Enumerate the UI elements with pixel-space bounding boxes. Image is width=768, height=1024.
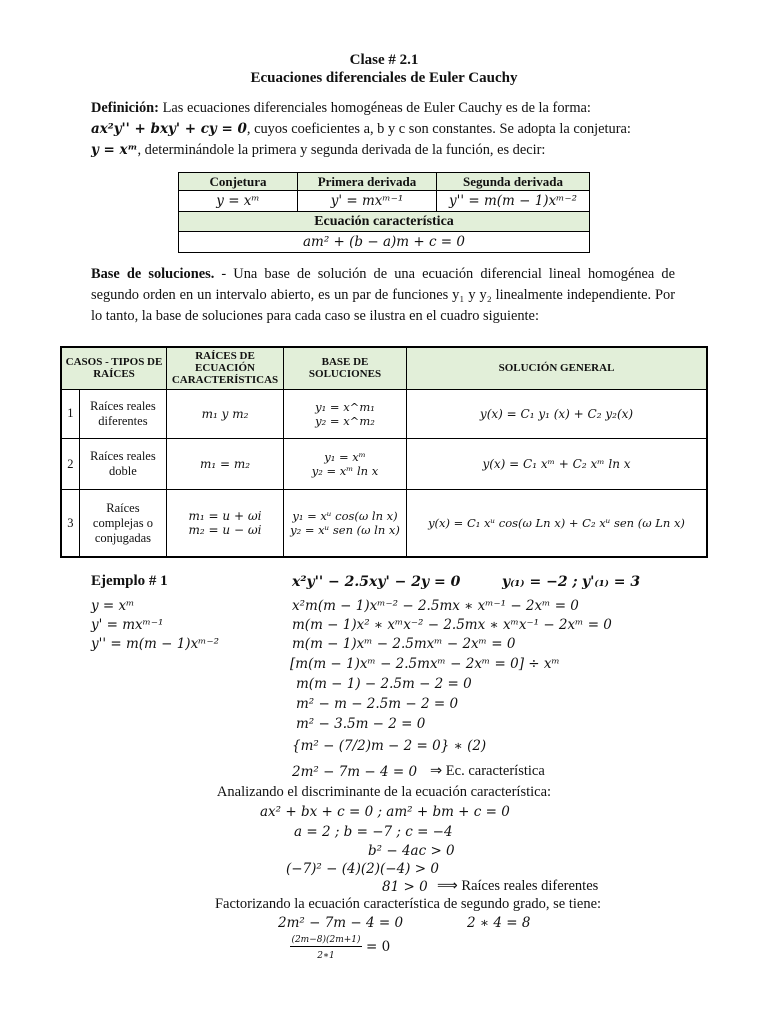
table-row bbox=[61, 490, 707, 557]
step-7: m² − 3.5m − 2 = 0 bbox=[296, 716, 426, 732]
base-y2: y₂ = x^m₂ bbox=[315, 413, 375, 428]
header-solucion: SOLUCIÓN GENERAL bbox=[407, 347, 708, 389]
case-roots-1: m₁ = u + ωi bbox=[188, 509, 262, 524]
conjecture: y = xᵐ bbox=[91, 142, 138, 158]
page-title: Ecuaciones diferenciales de Euler Cauchy bbox=[250, 70, 518, 86]
solutions-table bbox=[60, 346, 708, 558]
general-solution: y(x) = C₁ xᵘ cos(ω Ln x) + C₂ xᵘ sen (ω Ln x) bbox=[407, 490, 708, 557]
case-number: 1 bbox=[61, 389, 79, 438]
base-y1: y₁ = x^m₁ bbox=[315, 399, 375, 414]
base-y2: y₂ = xᵐ ln x bbox=[311, 464, 379, 478]
char-eq-label: Ecuación característica bbox=[179, 212, 590, 232]
definition-text-3: , determinándole la primera y segunda derivada de la función, es decir: bbox=[137, 142, 546, 158]
header-raices: RAÍCES DE ECUACIÓN CARACTERÍSTICAS bbox=[167, 347, 284, 389]
base-y1: y₁ = xᵐ bbox=[324, 450, 366, 464]
base-y1: y₁ = xᵘ cos(ω ln x) bbox=[292, 509, 398, 524]
case-number: 3 bbox=[61, 490, 79, 557]
fraction-numerator: (2m−8)(2m+1) bbox=[291, 935, 361, 945]
coefficients: a = 2 ; b = −7 ; c = −4 bbox=[294, 824, 453, 840]
example-left-1: y = xᵐ bbox=[91, 598, 135, 614]
general-solution: y(x) = C₁ xᵐ + C₂ xᵐ ln x bbox=[407, 438, 708, 489]
step-5: m(m − 1) − 2.5m − 2 = 0 bbox=[296, 676, 472, 692]
definition-text-1: Las ecuaciones diferenciales homogéneas de Euler Cauchy es de la forma: bbox=[162, 100, 591, 116]
fraction-denominator: 2∗1 bbox=[317, 951, 335, 961]
header-conjetura: Conjetura bbox=[179, 173, 298, 191]
example-left-2: y' = mxᵐ⁻¹ bbox=[91, 617, 164, 633]
example-label: Ejemplo # 1 bbox=[91, 573, 168, 589]
case-type: Raíces complejas o conjugadas bbox=[79, 490, 166, 557]
definition-paragraph bbox=[91, 98, 675, 161]
general-forms: ax² + bx + c = 0 ; am² + bm + c = 0 bbox=[260, 804, 510, 820]
euler-equation: ax²y'' + bxy' + cy = 0 bbox=[91, 121, 247, 137]
class-number: Clase # 2.1 bbox=[349, 52, 419, 68]
step-4: [m(m − 1)xᵐ − 2.5mxᵐ − 2xᵐ = 0] ÷ xᵐ bbox=[290, 656, 560, 672]
factor-step-2: 2 ∗ 4 = 8 bbox=[467, 915, 531, 931]
factor-step-1: 2m² − 7m − 4 = 0 bbox=[278, 915, 404, 931]
table-row bbox=[61, 438, 707, 489]
base-label: Base de soluciones. bbox=[91, 266, 215, 282]
case-roots-2: m₂ = u − ωi bbox=[188, 523, 262, 538]
roots-result: ⟹ Raíces reales diferentes bbox=[437, 878, 599, 894]
cell-primera-derivada: y' = mxᵐ⁻¹ bbox=[298, 191, 437, 212]
general-solution: y(x) = C₁ y₁ (x) + C₂ y₂(x) bbox=[407, 389, 708, 438]
step-2: m(m − 1)x² ∗ xᵐx⁻² − 2.5mx ∗ xᵐx⁻¹ − 2xᵐ = 0 bbox=[292, 617, 612, 633]
header-primera-derivada: Primera derivada bbox=[298, 173, 437, 191]
step-6: m² − m − 2.5m − 2 = 0 bbox=[296, 696, 459, 712]
case-roots: m₁ y m₂ bbox=[167, 389, 284, 438]
header-casos: CASOS - TIPOS DE RAÍCES bbox=[61, 347, 167, 389]
char-eq-value: am² + (b − a)m + c = 0 bbox=[179, 232, 590, 253]
discriminant-step-1: b² − 4ac > 0 bbox=[368, 843, 455, 859]
definition-text-2: , cuyos coeficientes a, b y c son constantes. Se adopta la conjetura: bbox=[246, 121, 631, 137]
step-3: m(m − 1)xᵐ − 2.5mxᵐ − 2xᵐ = 0 bbox=[292, 636, 516, 652]
initial-condition-2: y'₍₁₎ = 3 bbox=[582, 574, 641, 590]
case-roots: m₁ = m₂ bbox=[167, 438, 284, 489]
base-y2: y₂ = xᵘ sen (ω ln x) bbox=[290, 523, 400, 538]
case-type: Raíces reales diferentes bbox=[79, 389, 166, 438]
base-text: - Una base de solución de una ecuación diferencial lineal homogénea de segundo orden en un intervalo abierto, es un par de funciones y₁ y y₂ linealmente independiente. Por lo tanto, la base de soluciones para cada caso se ilustra en el cuadro siguiente: bbox=[91, 266, 675, 324]
case-type: Raíces reales doble bbox=[79, 438, 166, 489]
initial-condition-1: y₍₁₎ = −2 ; bbox=[502, 574, 578, 590]
factor-text: Factorizando la ecuación característica de segundo grado, se tiene: bbox=[214, 896, 602, 912]
table-row bbox=[61, 389, 707, 438]
case-number: 2 bbox=[61, 438, 79, 489]
step-1: x²m(m − 1)xᵐ⁻² − 2.5mx ∗ xᵐ⁻¹ − 2xᵐ = 0 bbox=[292, 598, 579, 614]
discriminant-step-2: (−7)² − (4)(2)(−4) > 0 bbox=[286, 861, 439, 877]
header-base: BASE DE SOLUCIONES bbox=[284, 347, 407, 389]
step-8: {m² − (7/2)m − 2 = 0} ∗ (2) bbox=[292, 738, 487, 754]
example-equation: x²y'' − 2.5xy' − 2y = 0 bbox=[292, 574, 461, 590]
discriminant-text: Analizando el discriminante de la ecuación característica: bbox=[216, 784, 552, 800]
derivatives-table bbox=[178, 172, 590, 253]
step-9: 2m² − 7m − 4 = 0 bbox=[292, 764, 418, 780]
cell-conjetura: y = xᵐ bbox=[179, 191, 298, 212]
discriminant-step-3: 81 > 0 bbox=[382, 879, 428, 895]
base-paragraph bbox=[91, 264, 675, 327]
header-segunda-derivada: Segunda derivada bbox=[437, 173, 590, 191]
char-eq-arrow: ⇒ Ec. característica bbox=[430, 763, 545, 779]
cell-segunda-derivada: y'' = m(m − 1)xᵐ⁻² bbox=[437, 191, 590, 212]
definition-label: Definición: bbox=[91, 100, 159, 116]
fraction-equals: = 0 bbox=[366, 939, 391, 955]
example-left-3: y'' = m(m − 1)xᵐ⁻² bbox=[91, 636, 219, 652]
